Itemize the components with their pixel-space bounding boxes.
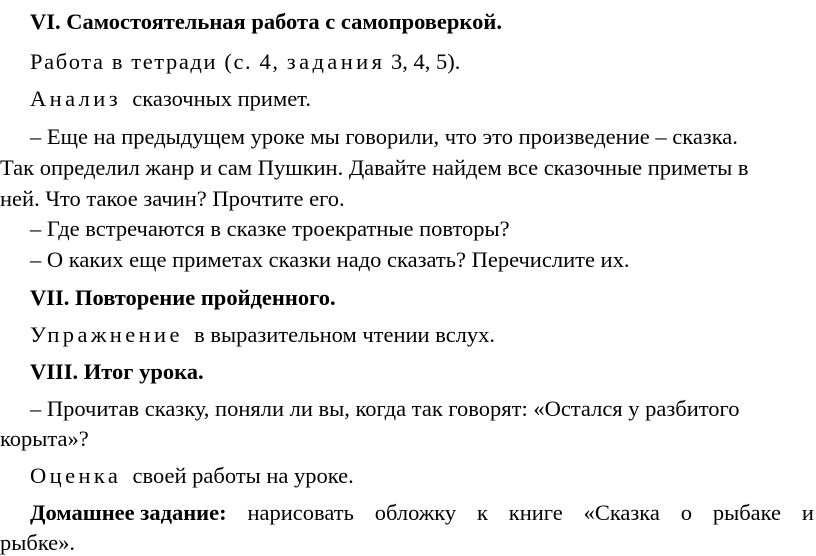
analysis-spaced: Анализ [30, 86, 122, 111]
exercise-spaced: Упражнение [30, 322, 183, 347]
paragraph-1-line-3: ней. Что такое зачин? Прочтите его. [0, 186, 345, 211]
summary-question-line-1: – Прочитав сказку, поняли ли вы, когда так говорят: «Остался у разбитого [30, 396, 740, 421]
section-7-heading: VII. Повторение пройденного. [30, 285, 336, 310]
paragraph-1-line-1: – Еще на предыдущем уроке мы говорили, что это произведение – сказка. [30, 124, 738, 149]
homework-word: нарисовать [247, 500, 354, 525]
homework-word: о [680, 500, 692, 525]
homework-word: книге [508, 500, 563, 525]
homework-word: «Сказка [583, 500, 660, 525]
paragraph-1-line-2: Так определил жанр и сам Пушкин. Давайте найдем все сказочные приметы в [0, 155, 749, 180]
question-other-signs: – О каких еще приметах сказки надо сказать? Перечислите их. [30, 247, 630, 272]
assessment-line [0, 462, 816, 489]
exercise-line [0, 321, 816, 348]
homework-line-2: рыбке». [0, 530, 76, 555]
summary-question-line-2: корыта»? [0, 426, 89, 451]
homework-word: и [801, 500, 814, 525]
section-8-heading: VIII. Итог урока. [30, 359, 204, 384]
assessment-rest: своей работы на уроке. [121, 463, 354, 488]
analysis-rest: сказочных примет. [121, 86, 311, 111]
homework-label: Домашнее задание: [30, 500, 227, 525]
analysis-line [0, 85, 816, 112]
section-6-heading: VI. Самостоятельная работа с самопроверкой. [30, 9, 502, 34]
homework-line-1 [0, 499, 816, 526]
assessment-spaced: Оценка [30, 463, 122, 488]
question-triple-repeats: – Где встречаются в сказке троекратные повторы? [30, 216, 510, 241]
homework-word: к [477, 500, 488, 525]
homework-word: обложку [374, 500, 457, 525]
homework-word: рыбаке [712, 500, 781, 525]
notebook-work-suffix: 3, 4, 5). [385, 49, 461, 74]
notebook-work-line [0, 48, 816, 75]
notebook-work-spaced: задания [286, 49, 386, 74]
notebook-work-prefix: Работа в тетради (с. 4, [30, 49, 287, 74]
exercise-rest: в выразительном чтении вслух. [182, 322, 496, 347]
